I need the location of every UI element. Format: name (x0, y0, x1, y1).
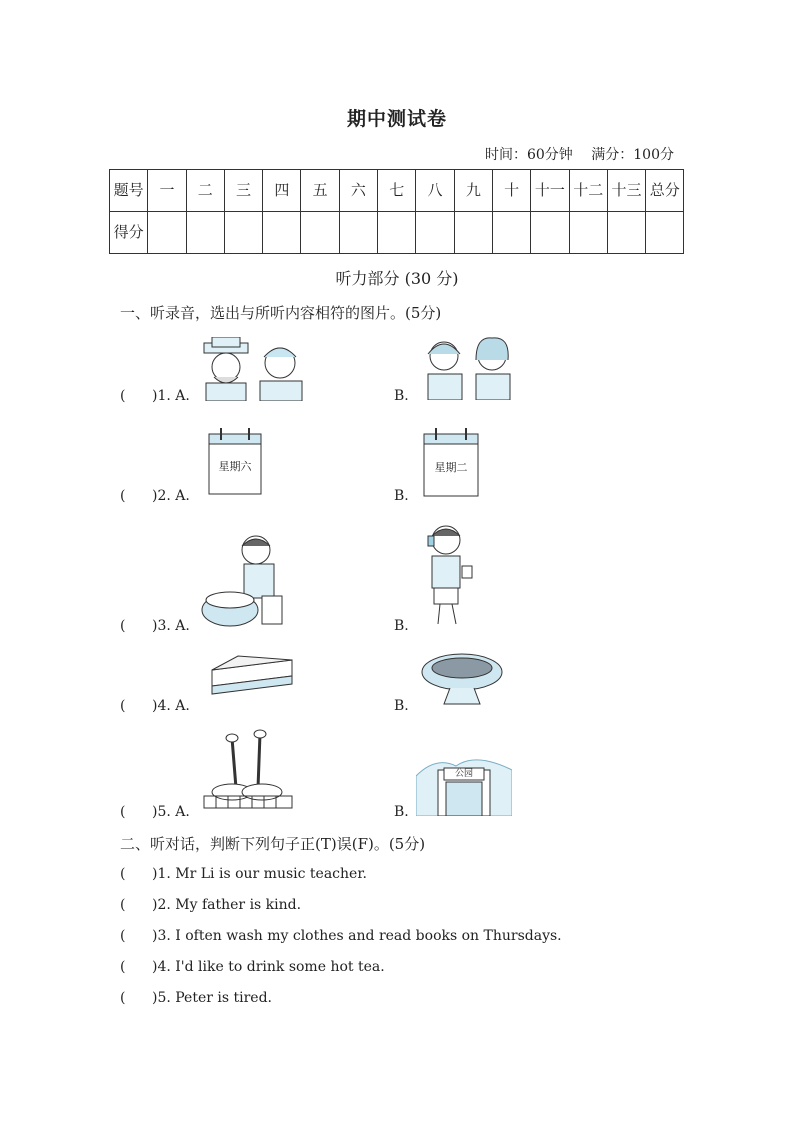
q2-number: )2. A. (152, 488, 190, 504)
q1-label (120, 388, 190, 404)
answer-paren[interactable]: ( (120, 698, 126, 714)
header-cell: 十三 (607, 170, 645, 212)
score-cell[interactable] (148, 212, 186, 254)
header-cell: 二 (186, 170, 224, 212)
header-cell: 总分 (646, 170, 684, 212)
q3-b-picture-listening (422, 522, 478, 630)
part1-heading: 一、听录音，选出与所听内容相符的图片。(5分) (120, 304, 442, 322)
answer-paren[interactable]: ( (120, 866, 126, 882)
q4-label (120, 698, 190, 714)
score-table (109, 169, 684, 254)
header-cell: 三 (224, 170, 262, 212)
q2-b-label: B. (394, 488, 409, 504)
score-cell[interactable] (416, 212, 454, 254)
q4-b-label: B. (394, 698, 409, 714)
score-cell[interactable] (569, 212, 607, 254)
q4-a-picture-sandwich (208, 654, 296, 698)
q5-label (120, 804, 190, 820)
score-row-label: 得分 (110, 212, 148, 254)
q4-b-picture-plate (420, 650, 506, 710)
tf-item (120, 928, 562, 944)
header-cell: 十 (492, 170, 530, 212)
q1-number: )1. A. (152, 388, 190, 404)
header-cell: 八 (416, 170, 454, 212)
q2-label (120, 488, 190, 504)
header-cell: 十二 (569, 170, 607, 212)
q5-b-label: B. (394, 804, 409, 820)
score-cell[interactable] (378, 212, 416, 254)
score-cell[interactable] (607, 212, 645, 254)
q4-number: )4. A. (152, 698, 190, 714)
tf-text: )2. My father is kind. (152, 897, 302, 913)
answer-paren[interactable]: ( (120, 388, 126, 404)
score-cell[interactable] (531, 212, 569, 254)
answer-paren[interactable]: ( (120, 928, 126, 944)
tf-item (120, 959, 385, 975)
score-cell[interactable] (301, 212, 339, 254)
score-cell[interactable] (186, 212, 224, 254)
score-table-header-row (110, 170, 684, 212)
answer-paren[interactable]: ( (120, 618, 126, 634)
header-cell: 十一 (531, 170, 569, 212)
header-cell: 六 (339, 170, 377, 212)
q3-b-label: B. (394, 618, 409, 634)
score-cell[interactable] (339, 212, 377, 254)
q1-b-picture-ladies (420, 334, 520, 400)
answer-paren[interactable]: ( (120, 959, 126, 975)
answer-paren[interactable]: ( (120, 897, 126, 913)
score-cell[interactable] (224, 212, 262, 254)
tf-text: )1. Mr Li is our music teacher. (152, 866, 367, 882)
answer-paren[interactable]: ( (120, 488, 126, 504)
exam-meta (471, 144, 674, 164)
calendar-day-text: 星期六 (218, 460, 252, 473)
park-gate-icon (416, 746, 512, 816)
score-cell[interactable] (263, 212, 301, 254)
score-table-score-row (110, 212, 684, 254)
answer-paren[interactable]: ( (120, 804, 126, 820)
header-cell: 题号 (110, 170, 148, 212)
tf-item (120, 866, 367, 882)
header-cell: 四 (263, 170, 301, 212)
q1-b-label: B. (394, 388, 409, 404)
q2-a-calendar (207, 426, 263, 496)
tf-item (120, 897, 301, 913)
listening-section-heading: 听力部分 (30 分) (335, 269, 459, 288)
q5-number: )5. A. (152, 804, 190, 820)
q3-number: )3. A. (152, 618, 190, 634)
header-cell: 一 (148, 170, 186, 212)
park-sign-text: 公园 (454, 769, 473, 779)
score-cell[interactable] (454, 212, 492, 254)
header-cell: 九 (454, 170, 492, 212)
q3-a-picture-washing (200, 532, 288, 630)
tf-text: )5. Peter is tired. (152, 990, 273, 1006)
tf-text: )3. I often wash my clothes and read books on Thursdays. (152, 928, 562, 944)
q5-a-picture-giraffes (202, 728, 294, 812)
q5-b-park-gate (416, 746, 512, 816)
score-cell[interactable] (646, 212, 684, 254)
q1-a-picture-grandparents (200, 337, 306, 401)
header-cell: 七 (378, 170, 416, 212)
time-limit: 时间：60分钟 (484, 147, 573, 163)
q2-b-calendar (422, 426, 480, 498)
page-title: 期中测试卷 (346, 108, 447, 130)
tf-item (120, 990, 272, 1006)
tf-text: )4. I'd like to drink some hot tea. (152, 959, 385, 975)
score-cell[interactable] (492, 212, 530, 254)
q3-label (120, 618, 190, 634)
answer-paren[interactable]: ( (120, 990, 126, 1006)
full-score: 满分：100分 (591, 147, 674, 163)
header-cell: 五 (301, 170, 339, 212)
part2-heading: 二、听对话，判断下列句子正(T)误(F)。(5分) (120, 835, 426, 853)
calendar-day-text: 星期二 (434, 461, 468, 474)
